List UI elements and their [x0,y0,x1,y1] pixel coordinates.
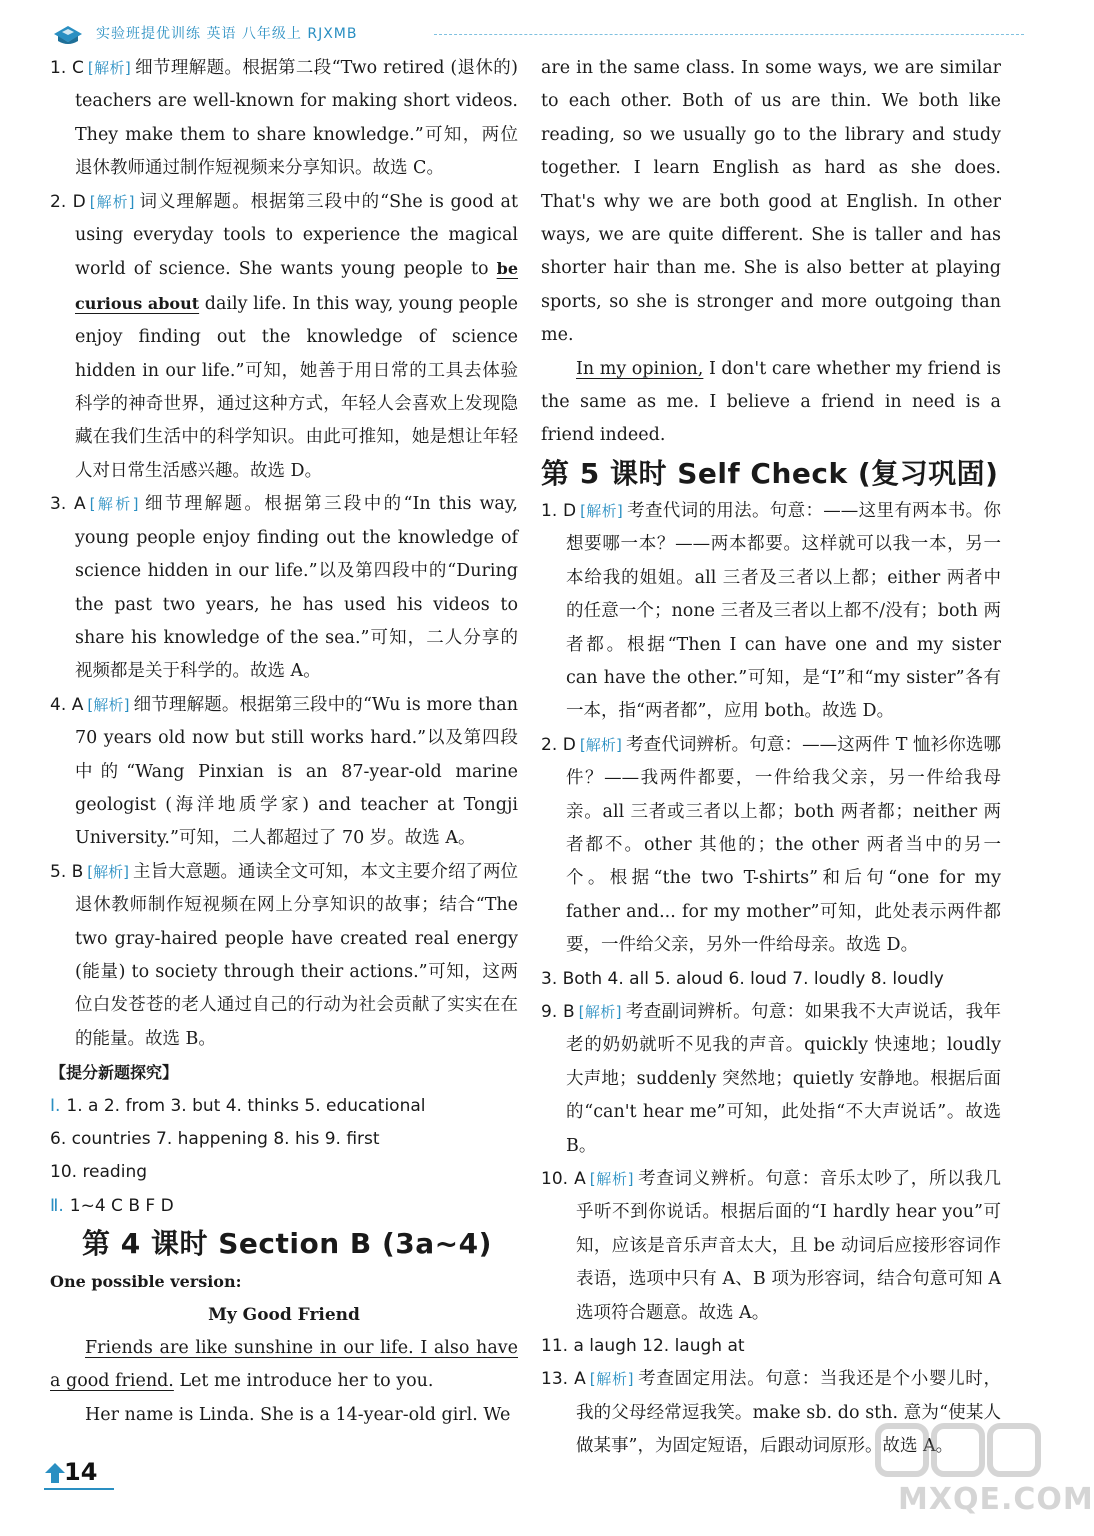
analysis-tag: [解析] [89,495,139,514]
essay-paragraph: In my opinion, I don't care whether my friend is the same as me. I believe a friend in need is a friend indeed. [541,358,1001,446]
right-column [541,52,1001,1464]
analysis-tag: [解析] [87,862,130,881]
analysis-tag: [解析] [89,192,135,211]
watermark-logo [838,1418,1094,1528]
up-arrow-icon [44,1462,66,1484]
answer-item: 1. C [解析] 细节理解题。根据第二段“Two retired (退休的) teachers are well-known for making short videos. They make them to share knowledge.”可知，两位退休教师通过制作短视频来分享知识。故选 C。 [50,58,518,179]
answer-item: 9. B [解析] 考查副词辨析。句意：如果我不大声说话，我年老的奶奶就听不见我的声音。quickly 快速地；loudly 大声地；suddenly 突然地；quietly 安静地。根据后面的“can't hear me”可知，此处指“不大声说话”。故选 B。 [541,1001,1001,1156]
fill-answers-line: 6. countries 7. happening 8. his 9. first [50,1129,380,1149]
page-number-rule [44,1488,114,1490]
answer-item: 4. A [解析] 细节理解题。根据第三段中的“Wu is more than 70 years old now but still works hard.”以及第四段中的“Wang Pinxian is an 87-year-old marine geologist (海洋地质学家) and teacher at Tongji University.”可知，二人都超过了 70 岁。故选 A。 [50,694,518,849]
fill-answers-line: 10. reading [50,1162,148,1183]
analysis-tag: [解析] [580,501,623,520]
analysis-tag: [解析] [589,1370,634,1389]
answer-item: 3. A [解析] 细节理解题。根据第三段中的“In this way, young people enjoy finding out the knowledge of science hidden in our life.”以及第四段中的“During the past two years, he has used his videos to share his knowledge of the sea.”可知，二人分享的视频都是关于科学的。故选 A。 [50,494,518,682]
answer-item: 5. B [解析] 主旨大意题。通读全文可知，本文主要介绍了两位退休教师制作短视频在网上分享知识的故事；结合“The two gray-haired people have created real energy (能量) to society through their actions.”可知，这两位白发苍苍的老人通过自己的行动为社会贡献了实实在在的能量。故选 B。 [50,861,519,1049]
left-column [50,52,518,1432]
fill-answers-line: 3. Both 4. all 5. aloud 6. loud 7. loudly 8. loudly [541,968,944,989]
answer-item: 10. A [解析] 考查词义辨析。句意：音乐太吵了，所以我几乎听不到你说话。根据后面的“I hardly hear you”可知，应该是音乐声音太大，且 be 动词后应接形容词作表语，选项中只有 A、B 项为形容词，结合句意可知 A 选项符合题意。故选 A。 [541,1169,1001,1323]
page-header [44,20,1024,48]
essay-paragraph: are in the same class. In some ways, we are similar to each other. Both of us are thin. We both like reading, so we usually go to the library and study together. I learn English as hard as she does. That's why we are both good at English. In other ways, we are quite different. She is taller and has shorter hair than me. She is also better at playing sports, so she is stronger and more outgoing than me. [541,58,1001,346]
explore-heading: 【提分新题探究】 [50,1063,179,1083]
analysis-tag: [解析] [589,1170,634,1188]
underlined-phrase: be curious about [75,259,518,313]
essay-paragraph: Her name is Linda. She is a 14-year-old girl. We [85,1404,511,1425]
answer-item: 2. D [解析] 词义理解题。根据第三段中的“She is good at using everyday tools to experience the magical world of science. She wants young people to be curious about daily life. In this way, young people enjoy finding out the knowledge of science hidden in our life.”可知，她善于用日常的工具去体验科学的神奇世界，通过这种方式，年轻人会喜欢上发现隐藏在我们生活中的科学知识。由此可推知，她是想让年轻人对日常生活感兴趣。故选 D。 [50,191,519,481]
fill-answers-line: Ⅰ. 1. a 2. from 3. but 4. thinks 5. educational [50,1095,426,1116]
fill-answers-line: Ⅱ. 1~4 C B F D [50,1195,174,1216]
section-4-title: 第 4 课时 Section B (3a~4) [82,1227,492,1261]
fill-answers-line: 11. a laugh 12. laugh at [541,1336,745,1357]
essay-title: My Good Friend [208,1304,360,1325]
essay-paragraph: Friends are like sunshine in our life. I also have a good friend. Let me introduce her to you. [50,1338,518,1392]
analysis-tag: [解析] [87,695,130,714]
possible-version-label: One possible version: [50,1272,242,1292]
watermark-icon [838,1418,1048,1488]
book-title: 实验班提优训练 英语 八年级上 RJXMB [96,26,358,42]
analysis-tag: [解析] [579,735,622,754]
answer-item: 13. A [解析] 考查固定用法。句意：当我还是个小婴儿时，我的父母经常逗我笑。make sb. do sth. 意为“使某人做某事”，为固定短语，后跟动词原形。故选 A。 [541,1369,1001,1457]
section-5-title: 第 5 课时 Self Check (复习巩固) [541,456,999,490]
answer-item: 2. D [解析] 考查代词辨析。句意：——这两件 T 恤衫你选哪件？——我两件都要，一件给我父亲，另一件给我母亲。all 三者或三者以上都；both 两者都；neither 两者都不。other 其他的；the other 两者当中的另一个。根据“the two T-shirts”和后句“one for my father and... for my mother”可知，此处表示两件都要，一件给父亲，另外一件给母亲。故选 D。 [541,734,1001,956]
answer-item: 1. D [解析] 考查代词的用法。句意：——这里有两本书。你想要哪一本？——两本都要。这样就可以我一本，另一本给我的姐姐。all 三者及三者以上都；either 两者中的任意一个；none 三者及三者以上都不/没有；both 两者都。根据“Then I can have one and my sister can have the other.”可知，是“I”和“my sister”各有一本，指“两者都”，应用 both。故选 D。 [541,500,1001,722]
header-rule [434,34,1024,35]
analysis-tag: [解析] [578,1002,622,1021]
book-logo-icon [52,22,84,46]
page-number: 14 [44,1456,104,1490]
analysis-tag: [解析] [87,59,131,77]
watermark-text: MXQE.COM [898,1482,1094,1517]
